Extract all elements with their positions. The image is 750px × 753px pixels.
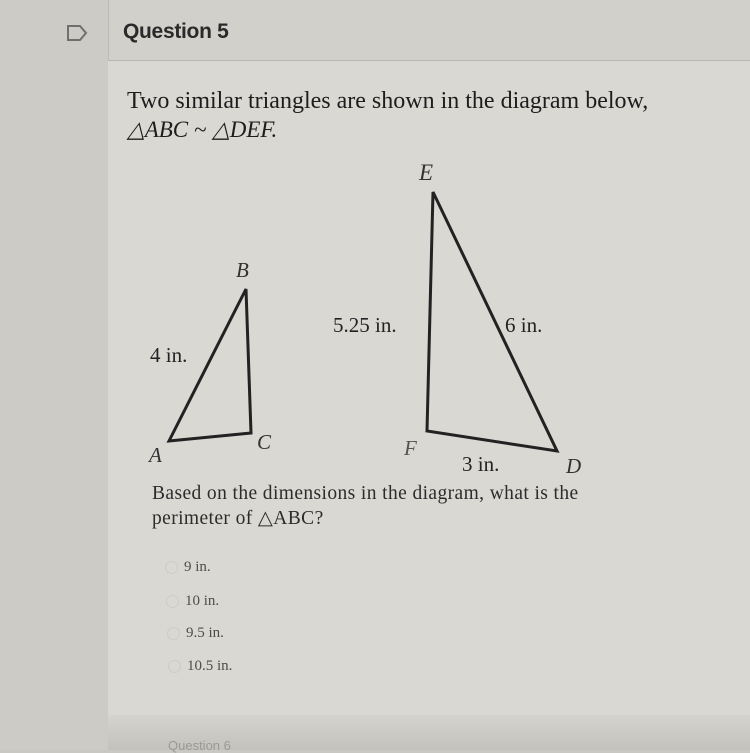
measure-fd: 3 in. <box>462 452 500 476</box>
vertex-label-b: B <box>236 258 249 282</box>
vertex-label-f: F <box>404 436 417 460</box>
vertex-label-c: C <box>257 430 272 454</box>
question-stem-line2: △ABC ~ △DEF. <box>127 117 278 142</box>
answer-choice-label: 10.5 in. <box>187 658 233 674</box>
answer-choice-1[interactable] <box>165 559 211 576</box>
measure-ed: 6 in. <box>505 313 543 337</box>
vertex-label-d: D <box>566 454 582 478</box>
answer-choice-2[interactable] <box>166 593 219 610</box>
next-question-hint[interactable]: Question 6 <box>168 738 231 753</box>
radio-icon[interactable] <box>168 660 181 673</box>
answer-choice-label: 10 in. <box>185 593 220 609</box>
vertex-label-e: E <box>419 160 434 185</box>
answer-choice-label: 9 in. <box>184 559 211 575</box>
radio-icon[interactable] <box>167 627 180 640</box>
question-prompt-line1: Based on the dimensions in the diagram, what is the <box>152 483 579 504</box>
question-prompt-line2: perimeter of △ABC? <box>152 508 324 529</box>
question-title: Question 5 <box>123 20 229 43</box>
measure-ab: 4 in. <box>150 343 188 367</box>
radio-icon[interactable] <box>165 561 178 574</box>
question-stem-line1: Two similar triangles are shown in the diagram below, <box>127 88 649 114</box>
radio-icon[interactable] <box>166 595 179 608</box>
answer-choice-3[interactable] <box>167 625 224 642</box>
answer-choice-label: 9.5 in. <box>186 625 224 641</box>
answer-choice-4[interactable] <box>168 658 232 675</box>
question-prompt <box>152 481 722 531</box>
vertex-label-a: A <box>149 443 162 467</box>
measure-ef: 5.25 in. <box>333 313 397 337</box>
